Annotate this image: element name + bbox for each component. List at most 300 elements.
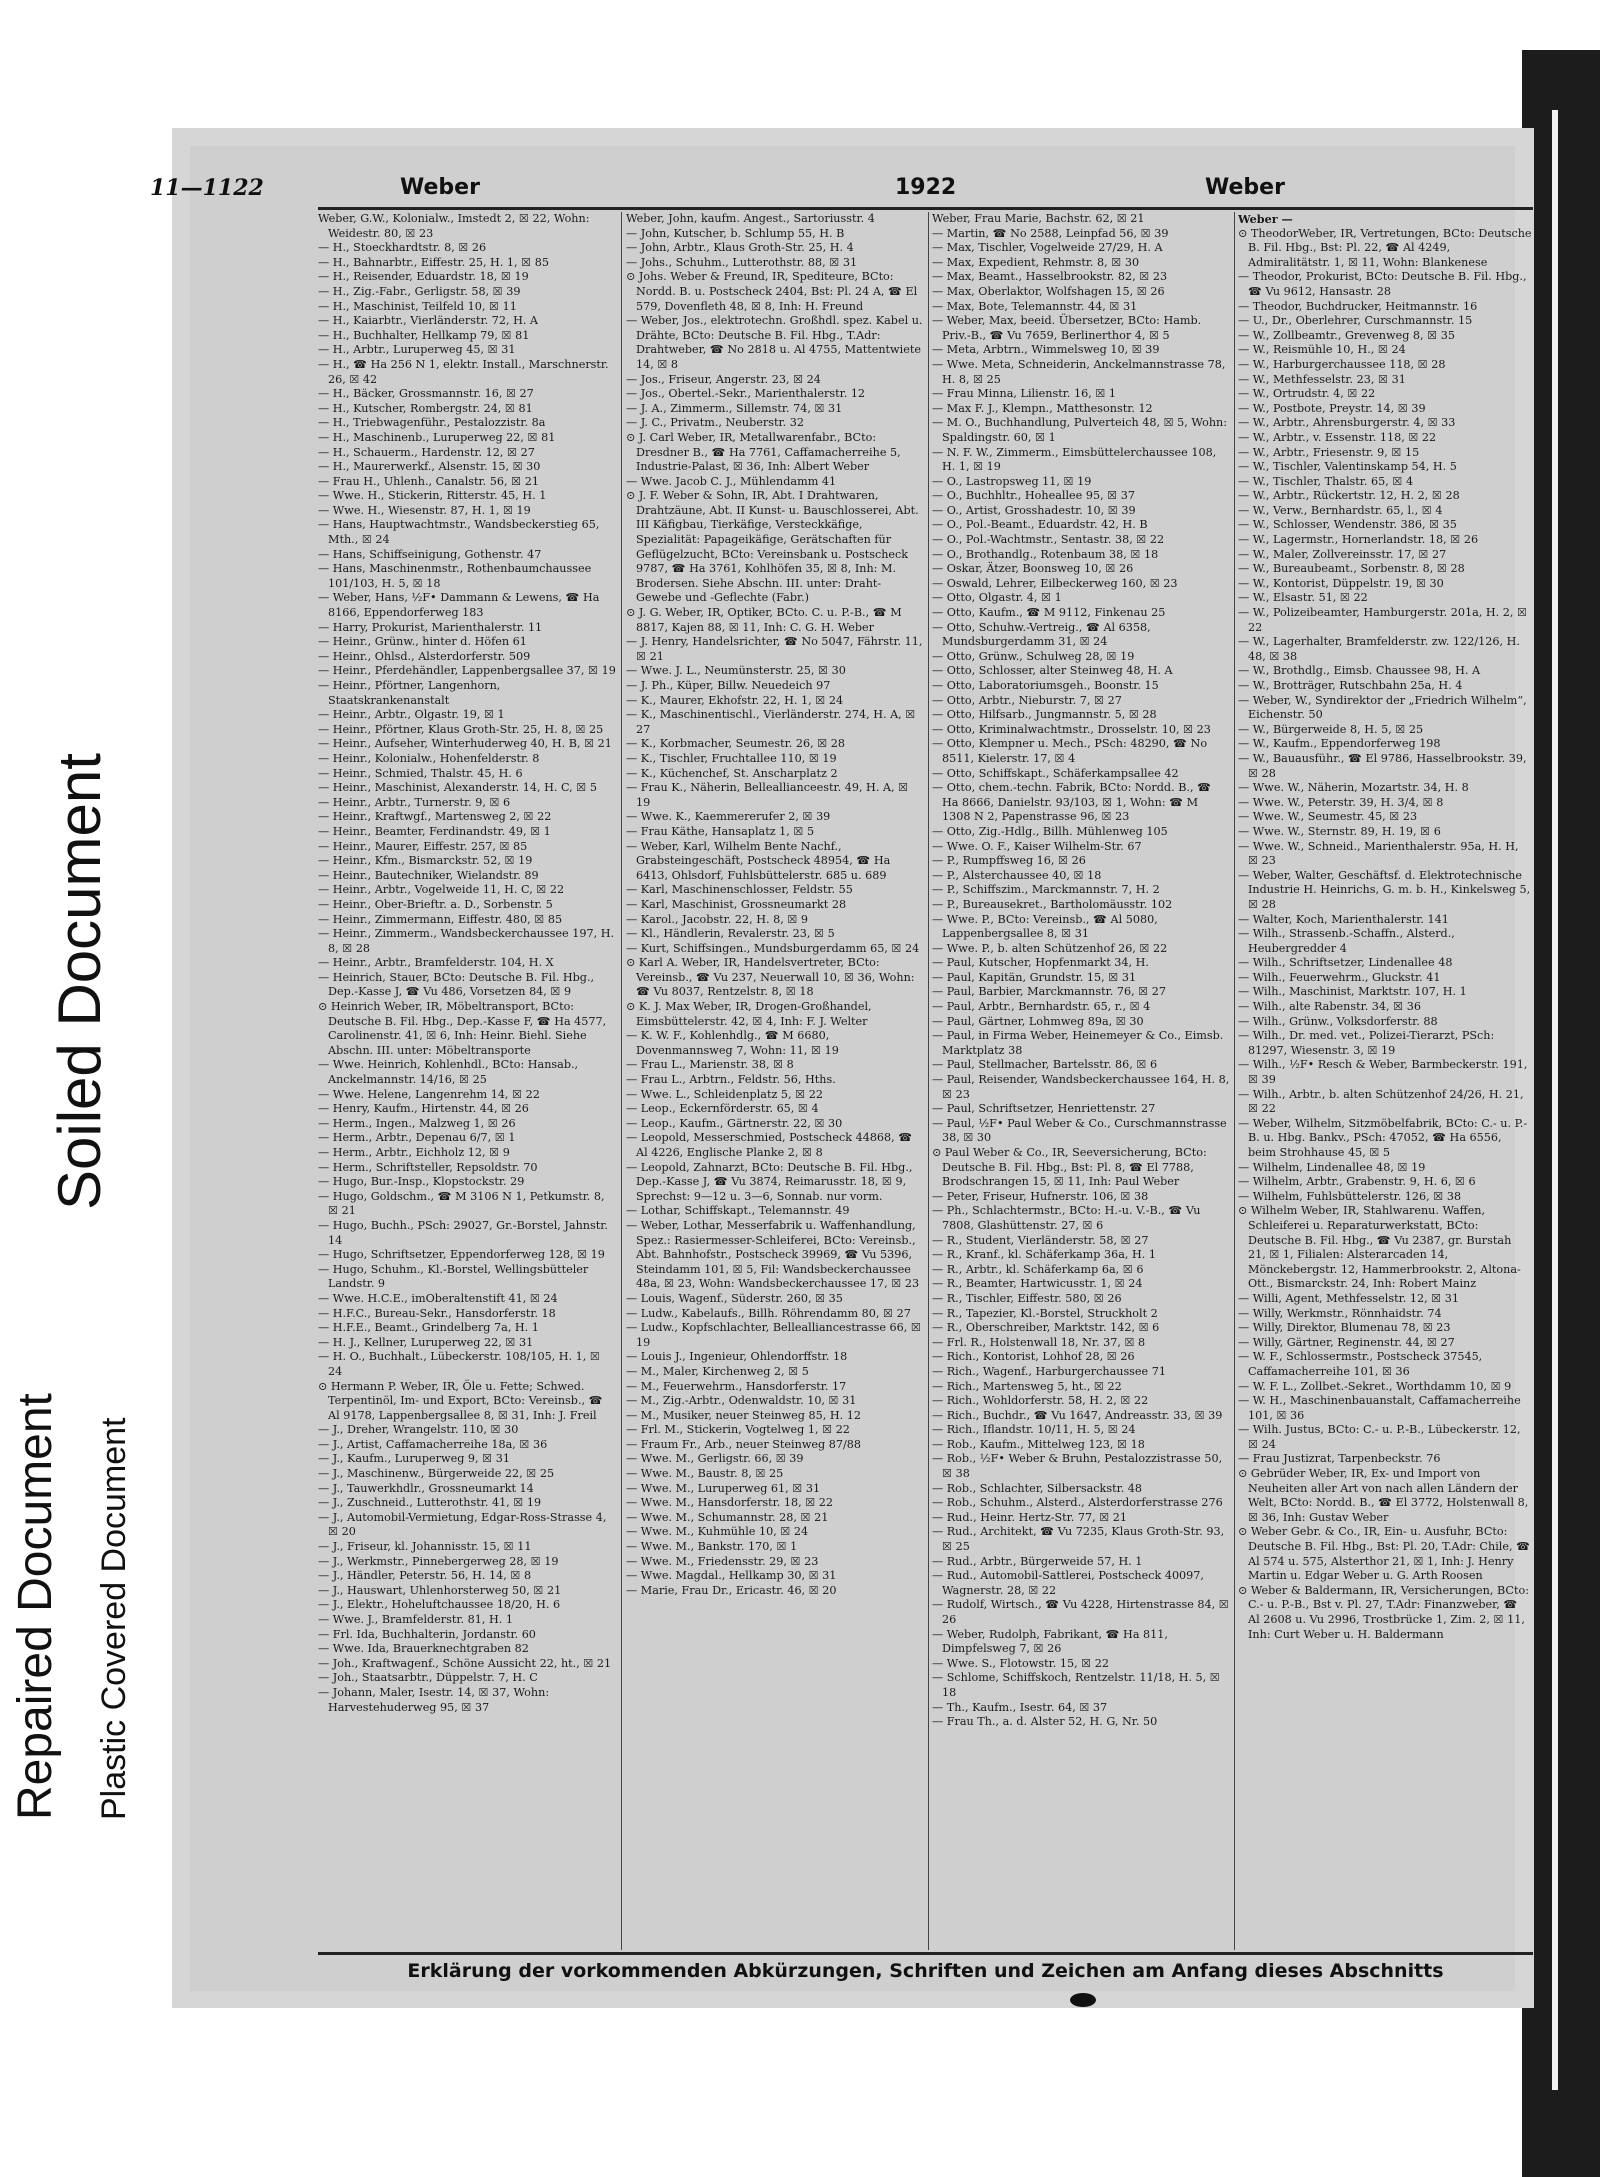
column-3: [932, 212, 1230, 1950]
directory-entry: — Frl. M., Stickerin, Vogtelweg 1, ☒ 22: [626, 1423, 850, 1437]
directory-entry: — W., Maler, Zollvereinsstr. 17, ☒ 27: [1238, 547, 1447, 561]
directory-entry: — Hans, Maschinenmstr., Rothenbaumchaussee 101/103, H. 5, ☒ 18: [318, 562, 592, 590]
directory-entry: — W., Brotträger, Rutschbahn 25a, H. 4: [1238, 679, 1463, 692]
directory-entry: — Wwe. S., Flotowstr. 15, ☒ 22: [932, 1656, 1110, 1670]
directory-entry: — Heinr., Pförtner, Klaus Groth-Str. 25, H. 8, ☒ 25: [318, 722, 604, 736]
directory-entry: — W., Verw., Bernhardstr. 65, l., ☒ 4: [1238, 503, 1443, 517]
directory-entry: — Wwe. Jacob C. J., Mühlendamm 41: [626, 474, 837, 488]
directory-entry: ⊙ Gebrüder Weber, IR, Ex- und Import von Neuheiten aller Art von nach allen Ländern der Welt, BCto: Nordd. B., ☎ El 3772, Holstenwall 8, ☒ 36, Inh: Gustav Weber: [1238, 1467, 1529, 1524]
directory-entry: — K., Küchenchef, St. Anscharplatz 2: [626, 766, 838, 780]
directory-entry: — H.F.E., Beamt., Grindelberg 7a, H. 1: [318, 1321, 539, 1335]
directory-entry: — M., Musiker, neuer Steinweg 85, H. 12: [626, 1408, 861, 1422]
directory-entry: — J. Henry, Handelsrichter, ☎ No 5047, Fährstr. 11, ☒ 21: [626, 635, 923, 663]
directory-entry: — Hugo, Bur.-Insp., Klopstockstr. 29: [318, 1175, 525, 1189]
directory-entry: — Willy, Direktor, Blumenau 78, ☒ 23: [1238, 1321, 1451, 1335]
directory-entry: — Herm., Ingen., Malzweg 1, ☒ 26: [318, 1116, 516, 1130]
directory-entry: — Paul, Kapitän, Grundstr. 15, ☒ 31: [932, 970, 1137, 984]
directory-entry: — Weber, Max, beeid. Übersetzer, BCto: Hamb. Priv.-B., ☎ Vu 7659, Berlinerthor 4, ☒ 5: [932, 314, 1202, 342]
directory-entry: — Frau L., Arbtrn., Feldstr. 56, Hths.: [626, 1073, 836, 1087]
directory-entry: — P., Alsterchaussee 40, ☒ 18: [932, 868, 1102, 882]
directory-entry: — Herm., Arbtr., Eichholz 12, ☒ 9: [318, 1146, 510, 1159]
directory-entry: — Otto, Kaufm., ☎ M 9112, Finkenau 25: [932, 606, 1166, 620]
directory-entry: — Weber, Walter, Geschäftsf. d. Elektrotechnische Industrie H. Heinrichs, G. m. b. H., Kinkelsweg 5, ☒ 28: [1238, 868, 1531, 911]
directory-entry: — Meta, Arbtrn., Wimmelsweg 10, ☒ 39: [932, 343, 1160, 357]
directory-entry: — Weber, Wilhelm, Sitzmöbelfabrik, BCto: C.- u. P.-B. u. Hbg. Bankv., PSch: 47052, ☎ Ha 6556, beim Strohhause 45, ☒ 5: [1238, 1116, 1528, 1159]
directory-entry: — Paul, Schriftsetzer, Henriettenstr. 27: [932, 1102, 1156, 1116]
directory-entry: — Wwe. W., Schneid., Marienthalerstr. 95a, H. H, ☒ 23: [1238, 839, 1519, 868]
directory-entry: — Wwe. M., Bankstr. 170, ☒ 1: [626, 1540, 798, 1554]
column-divider: [621, 212, 622, 1950]
directory-entry: — Wilh., ½F• Resch & Weber, Barmbeckerstr. 191, ☒ 39: [1238, 1058, 1528, 1087]
directory-entry: — John, Arbtr., Klaus Groth-Str. 25, H. 4: [626, 241, 854, 255]
directory-entry: — Heinr., Pförtner, Langenhorn, Staatskrankenanstalt: [318, 679, 501, 707]
directory-entry: — Paul, ½F• Paul Weber & Co., Curschmannstrasse 38, ☒ 30: [932, 1116, 1227, 1145]
directory-entry: — Rob., ½F• Weber & Bruhn, Pestalozzistrasse 50, ☒ 38: [932, 1452, 1223, 1481]
directory-entry: — Otto, Schiffskapt., Schäferkampsallee 42: [932, 766, 1179, 780]
soiled-label: Soiled Document: [46, 753, 113, 1210]
directory-entry: — R., Oberschreiber, Marktstr. 142, ☒ 6: [932, 1321, 1160, 1335]
directory-entry: — Wwe. M., Baustr. 8, ☒ 25: [626, 1467, 784, 1481]
directory-entry: — Rob., Schuhm., Alsterd., Alsterdorferstrasse 276: [932, 1496, 1223, 1510]
directory-entry: ⊙ Wilhelm Weber, IR, Stahlwarenu. Waffen, Schleiferei u. Reparaturwerkstatt, BCto: Deutsche B. Fil. Hbg., ☎ Vu 2387, gr. Burstah 21, ☒ 1, Filialen: Alsterarcaden 14, Mönckebergstr. 12, Hammerbrookstr. 2, Altona-Ott., Bismarckstr. 24, Inh: Robert Mainz: [1238, 1204, 1521, 1291]
directory-entry: — R., Tapezier, Kl.-Borstel, Struckholt 2: [932, 1306, 1158, 1320]
directory-entry: — Heinr., Maschinist, Alexanderstr. 14, H. C, ☒ 5: [318, 781, 597, 795]
directory-entry: — W., Lagerhalter, Bramfelderstr. zw. 122/126, H. 48, ☒ 38: [1238, 635, 1520, 663]
directory-entry: — H., Reisender, Eduardstr. 18, ☒ 19: [318, 270, 529, 284]
directory-entry: — H., Bahnarbtr., Eiffestr. 25, H. 1, ☒ 85: [318, 255, 549, 269]
directory-entry: — Herm., Arbtr., Depenau 6/7, ☒ 1: [318, 1131, 516, 1145]
directory-entry: — J., Werkmstr., Pinnebergerweg 28, ☒ 19: [318, 1554, 559, 1568]
directory-entry: — P., Schiffszim., Marckmannstr. 7, H. 2: [932, 883, 1160, 897]
directory-entry: — H.F.C., Bureau-Sekr., Hansdorferstr. 18: [318, 1306, 556, 1320]
directory-entry: — Heinr., Kfm., Bismarckstr. 52, ☒ 19: [318, 854, 533, 868]
directory-entry: — W., Lagermstr., Hornerlandstr. 18, ☒ 26: [1238, 533, 1479, 547]
directory-entry: — W., Bürgerweide 8, H. 5, ☒ 25: [1238, 722, 1424, 736]
directory-entry: — Otto, Olgastr. 4, ☒ 1: [932, 591, 1062, 605]
directory-entry: — Karl, Maschinenschlosser, Feldstr. 55: [626, 883, 853, 897]
directory-entry: — Willy, Gärtner, Reginenstr. 44, ☒ 27: [1238, 1335, 1455, 1349]
directory-entry: — Rud., Automobil-Sattlerei, Postscheck 40097, Wagnerstr. 28, ☒ 22: [932, 1569, 1204, 1597]
directory-entry: — Wilh., Dr. med. vet., Polizei-Tierarzt, PSch: 81297, Wiesenstr. 3, ☒ 19: [1238, 1029, 1495, 1057]
footer-rule: [318, 1952, 1533, 1955]
directory-entry: — Wwe. J. L., Neumünsterstr. 25, ☒ 30: [626, 664, 846, 678]
directory-entry: — W., Arbtr., Rückertstr. 12, H. 2, ☒ 28: [1238, 489, 1460, 503]
directory-entry: — H., Stoeckhardtstr. 8, ☒ 26: [318, 241, 487, 255]
directory-entry: — Heinr., Arbtr., Vogelweide 11, H. C, ☒ 22: [318, 883, 565, 897]
directory-entry: — W., Kontorist, Düppelstr. 19, ☒ 30: [1238, 576, 1444, 590]
directory-entry: — Max, Bote, Telemannstr. 44, ☒ 31: [932, 299, 1138, 313]
directory-entry: — W. F., Schlossermstr., Postscheck 37545, Caffamacherreihe 101, ☒ 36: [1238, 1350, 1483, 1378]
directory-entry: — Ludw., Kopfschlachter, Bellealliancestrasse 66, ☒ 19: [626, 1321, 921, 1349]
directory-entry: — Karol., Jacobstr. 22, H. 8, ☒ 9: [626, 912, 809, 926]
directory-entry: — J. A., Zimmerm., Sillemstr. 74, ☒ 31: [626, 401, 843, 415]
directory-entry: — Max F. J., Klempn., Matthesonstr. 12: [932, 401, 1153, 415]
directory-entry: — Rob., Schlachter, Silbersackstr. 48: [932, 1481, 1143, 1495]
directory-entry: — W., Arbtr., Ahrensburgerstr. 4, ☒ 33: [1238, 416, 1456, 430]
directory-entry: — Heinr., Arbtr., Turnerstr. 9, ☒ 6: [318, 795, 511, 809]
directory-entry: — Otto, Laboratoriumsgeh., Boonstr. 15: [932, 679, 1159, 692]
directory-entry: ⊙ J. Carl Weber, IR, Metallwarenfabr., BCto: Dresdner B., ☎ Ha 7761, Caffamacherreihe 5, Industrie-Palast, ☒ 36, Inh: Albert Weber: [626, 430, 901, 474]
directory-entry: — Wilh., Feuerwehrm., Gluckstr. 41: [1238, 970, 1441, 984]
directory-entry: — Karl, Maschinist, Grossneumarkt 28: [626, 897, 847, 911]
directory-entry: — J. C., Privatm., Neuberstr. 32: [626, 416, 804, 430]
side-labels: [0, 0, 170, 2177]
directory-entry: — Otto, Schuhw.-Vertreig., ☎ Al 6358, Mundsburgerdamm 31, ☒ 24: [932, 620, 1151, 649]
directory-entry: — O., Buchhltr., Hoheallee 95, ☒ 37: [932, 489, 1136, 503]
directory-entry: — Wwe. Ida, Brauerknechtgraben 82: [318, 1642, 529, 1656]
directory-entry: — Heinr., Aufseher, Winterhuderweg 40, H. B, ☒ 21: [318, 737, 612, 751]
ink-blot: [1070, 1993, 1096, 2007]
directory-entry: — W. F. L., Zollbet.-Sekret., Worthdamm 10, ☒ 9: [1238, 1379, 1512, 1393]
directory-entry: — Rich., Iflandstr. 10/11, H. 5, ☒ 24: [932, 1423, 1136, 1437]
directory-entry: — Lothar, Schiffskapt., Telemannstr. 49: [626, 1204, 850, 1218]
directory-entry: — Wwe. L., Schleidenplatz 5, ☒ 22: [626, 1087, 823, 1101]
directory-entry: — J., Dreher, Wrangelstr. 110, ☒ 30: [318, 1423, 519, 1437]
directory-entry: — R., Tischler, Eiffestr. 580, ☒ 26: [932, 1291, 1122, 1305]
directory-entry: ⊙ Paul Weber & Co., IR, Seeversicherung, BCto: Deutsche B. Fil. Hbg., Bst: Pl. 8, ☎ El 7788, Brodschrangen 15, ☒ 11, Inh: Paul Weber: [932, 1146, 1207, 1189]
adjacent-page-edge: [1552, 110, 1558, 2090]
directory-entry: — J., Artist, Caffamacherreihe 18a, ☒ 36: [318, 1437, 548, 1451]
directory-entry: — Rich., Wagenf., Harburgerchaussee 71: [932, 1364, 1166, 1378]
directory-entry: — John, Kutscher, b. Schlump 55, H. B: [626, 226, 845, 240]
directory-entry: — Wwe. H., Stickerin, Ritterstr. 45, H. 1: [318, 489, 547, 503]
directory-entry: — H. O., Buchhalt., Lübeckerstr. 108/105, H. 1, ☒ 24: [318, 1350, 600, 1378]
directory-entry: — Otto, Grünw., Schulweg 28, ☒ 19: [932, 649, 1135, 663]
directory-entry: — H., Buchhalter, Hellkamp 79, ☒ 81: [318, 328, 530, 342]
directory-entry: — Leop., Eckernförderstr. 65, ☒ 4: [626, 1102, 819, 1116]
directory-entry: — Wwe. W., Sternstr. 89, H. 19, ☒ 6: [1238, 824, 1441, 838]
directory-entry: — Rich., Kontorist, Lohhof 28, ☒ 26: [932, 1350, 1135, 1364]
directory-entry: — Wwe. W., Seumestr. 45, ☒ 23: [1238, 810, 1418, 824]
directory-entry: ⊙ Karl A. Weber, IR, Handelsvertreter, BCto: Vereinsb., ☎ Vu 237, Neuerwall 10, ☒ 36, Wohn: ☎ Vu 8037, Rentzelstr. 8, ☒ 18: [626, 956, 915, 999]
directory-entry: — M., Maler, Kirchenweg 2, ☒ 5: [626, 1364, 809, 1378]
directory-entry: — W., Kaufm., Eppendorferweg 198: [1238, 737, 1441, 751]
directory-entry: — Frl. R., Holstenwall 18, Nr. 37, ☒ 8: [932, 1335, 1146, 1349]
directory-entry: — Johs., Schuhm., Lutterothstr. 88, ☒ 31: [626, 255, 858, 269]
directory-entry: — K., Maurer, Ekhofstr. 22, H. 1, ☒ 24: [626, 693, 844, 707]
directory-entry: — W., Zollbeamtr., Grevenweg 8, ☒ 35: [1238, 328, 1455, 342]
directory-entry: — Heinr., Bautechniker, Wielandstr. 89: [318, 868, 539, 882]
directory-entry: — W., Reismühle 10, H., ☒ 24: [1238, 343, 1406, 357]
directory-entry: — R., Kranf., kl. Schäferkamp 36a, H. 1: [932, 1248, 1156, 1262]
directory-entry: — Wwe. Helene, Langenrehm 14, ☒ 22: [318, 1087, 540, 1101]
directory-entry: — Oskar, Ätzer, Boonsweg 10, ☒ 26: [932, 562, 1134, 576]
directory-entry: ⊙ Weber & Baldermann, IR, Versicherungen, BCto: C.- u. P.-B., Bst v. Pl. 27, T.Adr: Finanzweber, ☎ Al 2608 u. Vu 2996, Trostbrücke 1, Zim. 2, ☒ 11, Inh: Curt Weber u. H. Baldermann: [1238, 1583, 1529, 1641]
directory-entry: — Wwe. J., Bramfelderstr. 81, H. 1: [318, 1613, 513, 1626]
directory-entry: — Heinrich, Stauer, BCto: Deutsche B. Fil. Hbg., Dep.-Kasse J, ☎ Vu 486, Vorsetzen 84, ☒ 9: [318, 970, 595, 999]
directory-entry: — H., Zig.-Fabr., Gerligstr. 58, ☒ 39: [318, 284, 521, 298]
directory-entry: — R., Arbtr., kl. Schäferkamp 6a, ☒ 6: [932, 1262, 1144, 1276]
directory-entry: ⊙ Hermann P. Weber, IR, Öle u. Fette; Schwed. Terpentinöl, Im- und Export, BCto: Vereinsb., ☎ Al 9178, Lappenbergsallee 8, ☒ 31, Inh: J. Freil: [318, 1379, 603, 1422]
directory-entry: — Otto, Kriminalwachtmstr., Drosselstr. 10, ☒ 23: [932, 722, 1211, 736]
directory-entry: — Wwe. M., Hansdorferstr. 18, ☒ 22: [626, 1496, 834, 1510]
directory-entry: — Paul, Gärtner, Lohmweg 89a, ☒ 30: [932, 1014, 1144, 1028]
directory-entry: — Leopold, Zahnarzt, BCto: Deutsche B. Fil. Hbg., Dep.-Kasse J, ☎ Vu 3874, Reimarusstr. 18, ☒ 9, Sprechst: 9—12 u. 3—6, Sonnab. nur vorm.: [626, 1160, 913, 1203]
directory-entry: — Herm., Schriftsteller, Repsoldstr. 70: [318, 1160, 538, 1174]
directory-entry: — Wwe. M., Kuhmühle 10, ☒ 24: [626, 1525, 809, 1539]
directory-entry: — Theodor, Buchdrucker, Heitmannstr. 16: [1238, 299, 1478, 313]
directory-entry: — K., Tischler, Fruchtallee 110, ☒ 19: [626, 751, 837, 765]
directory-entry: — J., Friseur, kl. Johannisstr. 15, ☒ 11: [318, 1540, 532, 1554]
column-1: [318, 212, 616, 1950]
directory-entry: — Leop., Kaufm., Gärtnerstr. 22, ☒ 30: [626, 1116, 843, 1130]
directory-entry: — W., Ortrudstr. 4, ☒ 22: [1238, 387, 1376, 401]
directory-entry: — Paul, Barbier, Marckmannstr. 76, ☒ 27: [932, 985, 1167, 999]
running-head-left: Weber: [400, 175, 480, 200]
directory-entry: — Rudolf, Wirtsch., ☎ Vu 4228, Hirtenstrasse 84, ☒ 26: [932, 1598, 1229, 1626]
directory-entry: — Weber, Karl, Wilhelm Bente Nachf., Grabsteingeschäft, Postscheck 48954, ☎ Ha 6413, Ohlsdorf, Fuhlsbüttelerstr. 685 u. 689: [626, 839, 891, 882]
directory-entry: — Kl., Händlerin, Revalerstr. 23, ☒ 5: [626, 927, 835, 941]
directory-entry: — Wwe. W., Näherin, Mozartstr. 34, H. 8: [1238, 781, 1469, 795]
directory-entry: — H., ☎ Ha 256 N 1, elektr. Install., Marschnerstr. 26, ☒ 42: [318, 357, 609, 386]
directory-entry: — Th., Kaufm., Isestr. 64, ☒ 37: [932, 1700, 1108, 1714]
directory-entry: — Heinr., Maurer, Eiffestr. 257, ☒ 85: [318, 839, 528, 853]
directory-entry: — Heinr., Ober-Brieftr. a. D., Sorbenstr. 5: [318, 897, 553, 911]
directory-entry: — W., Bauausführ., ☎ El 9786, Hasselbrookstr. 39, ☒ 28: [1238, 751, 1527, 780]
directory-entry: — Heinr., Ohlsd., Alsterdorferstr. 509: [318, 649, 531, 663]
directory-entry: — Wilhelm, Lindenallee 48, ☒ 19: [1238, 1160, 1426, 1174]
directory-entry: — Hugo, Buchh., PSch: 29027, Gr.-Borstel, Jahnstr. 14: [318, 1218, 608, 1247]
directory-entry: — W., Elsastr. 51, ☒ 22: [1238, 591, 1368, 605]
directory-entry: — Wwe. Magdal., Hellkamp 30, ☒ 31: [626, 1569, 837, 1583]
directory-entry: — Frl. Ida, Buchhalterin, Jordanstr. 60: [318, 1627, 536, 1641]
directory-entry: — Hans, Hauptwachtmstr., Wandsbeckerstieg 65, Mth., ☒ 24: [318, 518, 600, 547]
directory-entry: — Ludw., Kabelaufs., Billh. Röhrendamm 80, ☒ 27: [626, 1306, 911, 1320]
directory-entry: — K., Maschinentischl., Vierländerstr. 274, H. A, ☒ 27: [626, 708, 916, 736]
directory-entry: — J., Elektr., Hoheluftchaussee 18/20, H. 6: [318, 1598, 561, 1612]
directory-entry: — Rob., Kaufm., Mittelweg 123, ☒ 18: [932, 1437, 1145, 1451]
directory-entry: — Jos., Friseur, Angerstr. 23, ☒ 24: [626, 372, 821, 386]
directory-entry: — Martin, ☎ No 2588, Leinpfad 56, ☒ 39: [932, 226, 1169, 240]
directory-entry: — W., Schlosser, Wendenstr. 386, ☒ 35: [1238, 518, 1457, 532]
directory-entry: — Wilh., alte Rabenstr. 34, ☒ 36: [1238, 1000, 1421, 1014]
directory-entry: — Heinr., Kraftwgf., Martensweg 2, ☒ 22: [318, 810, 552, 824]
directory-entry: — H., Maschinenb., Luruperweg 22, ☒ 81: [318, 430, 556, 444]
directory-entry: — Wilh., Arbtr., b. alten Schützenhof 24/26, H. 21, ☒ 22: [1238, 1087, 1524, 1116]
directory-entry: — Heinr., Beamter, Ferdinandstr. 49, ☒ 1: [318, 824, 551, 838]
directory-entry: — K., Korbmacher, Seumestr. 26, ☒ 28: [626, 737, 846, 751]
directory-entry: — Rich., Buchdr., ☎ Vu 1647, Andreasstr. 33, ☒ 39: [932, 1408, 1223, 1422]
directory-entry: — Wilh. Justus, BCto: C.- u. P.-B., Lübeckerstr. 12, ☒ 24: [1238, 1423, 1521, 1451]
directory-entry: — Frau Käthe, Hansaplatz 1, ☒ 5: [626, 824, 815, 838]
directory-entry: — H. J., Kellner, Luruperweg 22, ☒ 31: [318, 1335, 534, 1349]
directory-entry: — W., Polizeibeamter, Hamburgerstr. 201a, H. 2, ☒ 22: [1238, 606, 1528, 634]
directory-entry: — J., Maschinenw., Bürgerweide 22, ☒ 25: [318, 1467, 555, 1481]
directory-entry: — Wwe. W., Peterstr. 39, H. 3/4, ☒ 8: [1238, 795, 1444, 809]
directory-entry: — Jos., Obertel.-Sekr., Marienthalerstr. 12: [626, 387, 866, 401]
directory-entry: — Weber, Hans, ½F• Dammann & Lewens, ☎ Ha 8166, Eppendorferweg 183: [318, 591, 600, 620]
directory-entry: — H., Schauerm., Hardenstr. 12, ☒ 27: [318, 445, 535, 459]
column-4: [1238, 212, 1532, 1950]
directory-entry: — Frau Justizrat, Tarpenbeckstr. 76: [1238, 1452, 1441, 1466]
directory-entry: — Weber, W., Syndirektor der „Friedrich Wilhelm“, Eichenstr. 50: [1238, 693, 1527, 722]
directory-entry: — W., Harburgerchaussee 118, ☒ 28: [1238, 357, 1446, 371]
directory-entry: — Joh., Kraftwagenf., Schöne Aussicht 22, ht., ☒ 21: [318, 1656, 612, 1670]
repaired-label: Repaired Document: [9, 1393, 62, 1820]
directory-entry: — M. O., Buchhandlung, Pulverteich 48, ☒ 5, Wohn: Spaldingstr. 60, ☒ 1: [932, 416, 1228, 444]
directory-entry: Weber, G.W., Kolonialw., Imstedt 2, ☒ 22, Wohn: Weidestr. 80, ☒ 23: [318, 212, 590, 240]
directory-entry: — Heinr., Pferdehändler, Lappenbergsallee 37, ☒ 19: [318, 664, 616, 678]
directory-entry: — J., Zuschneid., Lutterothstr. 41, ☒ 19: [318, 1496, 542, 1510]
directory-entry: — Wwe. P., BCto: Vereinsb., ☎ Al 5080, Lappenbergsallee 8, ☒ 31: [932, 912, 1158, 941]
directory-entry: — Wwe. M., Gerligstr. 66, ☒ 39: [626, 1452, 804, 1466]
directory-entry: — Otto, Klempner u. Mech., PSch: 48290, ☎ No 8511, Kielerstr. 17, ☒ 4: [932, 737, 1208, 765]
directory-entry: — U., Dr., Oberlehrer, Curschmannstr. 15: [1238, 314, 1473, 328]
directory-entry: — Kurt, Schiffsingen., Mundsburgerdamm 65, ☒ 24: [626, 941, 920, 955]
directory-entry: ⊙ Heinrich Weber, IR, Möbeltransport, BCto: Deutsche B. Fil. Hbg., Dep.-Kasse F, ☎ Ha 4577, Carolinenstr. 41, ☒ 6, Inh: Heinr. Biehl. Siehe Abschn. III. unter: Möbeltransporte: [318, 1000, 607, 1057]
directory-entry: — Weber, Lothar, Messerfabrik u. Waffenhandlung, Spez.: Rasiermesser-Schleiferei, BCto: Vereinsb., Abt. Bahnhofstr., Postscheck 39969, ☎ Vu 5396, Steindamm 101, ☒ 5, Fil: Wandsbeckerchaussee 48a, ☒ 23, Wohn: Wandsbeckerchaussee 17, ☒ 23: [626, 1218, 920, 1291]
directory-entry: — Paul, Stellmacher, Bartelsstr. 86, ☒ 6: [932, 1058, 1158, 1072]
directory-entry: — Heinr., Arbtr., Bramfelderstr. 104, H. X: [318, 956, 554, 970]
directory-entry: — Frau K., Näherin, Belleallianceestr. 49, H. A, ☒ 19: [626, 781, 909, 809]
directory-entry: — K. W. F., Kohlenhdlg., ☎ M 6680, Dovenmannsweg 7, Wohn: 11, ☒ 19: [626, 1029, 839, 1057]
directory-entry: — M., Feuerwehrm., Hansdorferstr. 17: [626, 1379, 847, 1393]
directory-entry: — W., Arbtr., Friesenstr. 9, ☒ 15: [1238, 445, 1420, 459]
directory-entry: ⊙ TheodorWeber, IR, Vertretungen, BCto: Deutsche B. Fil. Hbg., Bst: Pl. 22, ☎ Al 4249, Admiralitätstr. 1, ☒ 11, Wohn: Blankenese: [1238, 226, 1532, 269]
directory-entry: Weber, John, kaufm. Angest., Sartoriusstr. 4: [626, 212, 875, 225]
directory-entry: — W., Brothdlg., Eimsb. Chaussee 98, H. A: [1238, 664, 1481, 678]
directory-entry: — Wwe. K., Kaemmererufer 2, ☒ 39: [626, 810, 831, 824]
directory-entry: — Frau L., Marienstr. 38, ☒ 8: [626, 1058, 794, 1072]
directory-entry: — H., Maurerwerkf., Alsenstr. 15, ☒ 30: [318, 460, 541, 474]
directory-entry: — O., Pol.-Beamt., Eduardstr. 42, H. B: [932, 518, 1148, 532]
column-divider: [928, 212, 929, 1950]
directory-entry: — Max, Beamt., Hasselbrookstr. 82, ☒ 23: [932, 270, 1168, 284]
directory-entry: — Wwe. O. F., Kaiser Wilhelm-Str. 67: [932, 839, 1142, 853]
directory-entry: — Wilh., Strassenb.-Schaffn., Alsterd., Heubergredder 4: [1238, 927, 1455, 955]
directory-entry: — Wilhelm, Fuhlsbüttelerstr. 126, ☒ 38: [1238, 1189, 1462, 1203]
directory-entry: — Louis, Wagenf., Süderstr. 260, ☒ 35: [626, 1291, 843, 1305]
directory-entry: — Otto, Schlosser, alter Steinweg 48, H. A: [932, 664, 1173, 678]
directory-entry: — W., Tischler, Thalstr. 65, ☒ 4: [1238, 474, 1414, 488]
directory-entry: — Paul, Kutscher, Hopfenmarkt 34, H.: [932, 956, 1149, 970]
directory-entry: — J., Hauswart, Uhlenhorsterweg 50, ☒ 21: [318, 1583, 562, 1597]
directory-entry: — W., Methfesselstr. 23, ☒ 31: [1238, 372, 1406, 386]
directory-entry: — Frau Th., a. d. Alster 52, H. G, Nr. 50: [932, 1715, 1158, 1729]
directory-entry: — Marie, Frau Dr., Ericastr. 46, ☒ 20: [626, 1583, 837, 1597]
directory-entry: — Heinr., Zimmermann, Eiffestr. 480, ☒ 85: [318, 912, 563, 926]
directory-entry: — Weber, Jos., elektrotechn. Großhdl. spez. Kabel u. Drähte, BCto: Deutsche B. Fil. Hbg., T.Adr: Drahtweber, ☎ No 2818 u. Al 4755, Mattentwiete 14, ☒ 8: [626, 314, 923, 371]
header-rule: [318, 207, 1533, 210]
column-heading: Weber —: [1238, 212, 1293, 226]
directory-entry: — W. H., Maschinenbauanstalt, Caffamacherreihe 101, ☒ 36: [1238, 1394, 1521, 1422]
directory-entry: — O., Brothandlg., Rotenbaum 38, ☒ 18: [932, 547, 1159, 561]
directory-entry: — H., Arbtr., Luruperweg 45, ☒ 31: [318, 343, 516, 357]
directory-entry: — Weber, Rudolph, Fabrikant, ☎ Ha 811, Dimpfelsweg 7, ☒ 26: [932, 1627, 1168, 1656]
directory-entry: ⊙ Weber Gebr. & Co., IR, Ein- u. Ausfuhr, BCto: Deutsche B. Fil. Hbg., Bst: Pl. 20, T.Adr: Chile, ☎ Al 574 u. 575, Alsterthor 21, ☒ 1, Inh: J. Henry Martin u. Edgar Weber u. G. Arth Roosen: [1238, 1525, 1531, 1583]
directory-entry: — Theodor, Prokurist, BCto: Deutsche B. Fil. Hbg., ☎ Vu 9612, Hansastr. 28: [1238, 270, 1527, 298]
year: 1922: [895, 175, 957, 200]
directory-entry: — J., Händler, Peterstr. 56, H. 14, ☒ 8: [318, 1569, 532, 1583]
directory-entry: — Wilh., Maschinist, Marktstr. 107, H. 1: [1238, 985, 1467, 999]
directory-entry: — Max, Expedient, Rehmstr. 8, ☒ 30: [932, 255, 1140, 269]
directory-entry: — Rud., Architekt, ☎ Vu 7235, Klaus Groth-Str. 93, ☒ 25: [932, 1525, 1225, 1554]
directory-entry: — Wwe. M., Friedensstr. 29, ☒ 23: [626, 1554, 819, 1568]
directory-entry: — Rud., Heinr. Hertz-Str. 77, ☒ 21: [932, 1510, 1128, 1524]
directory-entry: — Paul, Arbtr., Bernhardstr. 65, r., ☒ 4: [932, 1000, 1151, 1014]
directory-entry: — J., Kaufm., Luruperweg 9, ☒ 31: [318, 1452, 510, 1466]
directory-entry: — Wwe. P., b. alten Schützenhof 26, ☒ 22: [932, 941, 1168, 955]
directory-entry: — Louis J., Ingenieur, Ohlendorffstr. 18: [626, 1350, 848, 1364]
directory-entry: — Joh., Staatsarbtr., Düppelstr. 7, H. C: [318, 1671, 538, 1685]
directory-entry: — O., Artist, Grosshadestr. 10, ☒ 39: [932, 503, 1136, 517]
directory-entry: — Wilh., Grünw., Volksdorferstr. 88: [1238, 1014, 1438, 1028]
directory-entry: — Frau H., Uhlenh., Canalstr. 56, ☒ 21: [318, 474, 539, 488]
directory-entry: — Rich., Wohldorferstr. 58, H. 2, ☒ 22: [932, 1394, 1149, 1408]
directory-entry: — W., Postbote, Preystr. 14, ☒ 39: [1238, 401, 1426, 415]
directory-entry: — Oswald, Lehrer, Eilbeckerweg 160, ☒ 23: [932, 576, 1178, 590]
directory-entry: — R., Student, Vierländerstr. 58, ☒ 27: [932, 1233, 1149, 1247]
directory-entry: — Wilhelm, Arbtr., Grabenstr. 9, H. 6, ☒ 6: [1238, 1175, 1476, 1189]
directory-entry: — H., Maschinist, Teilfeld 10, ☒ 11: [318, 299, 517, 313]
directory-entry: — W., Tischler, Valentinskamp 54, H. 5: [1238, 460, 1457, 474]
directory-entry: — Schlome, Schiffskoch, Rentzelstr. 11/18, H. 5, ☒ 18: [932, 1671, 1220, 1699]
directory-entry: — M., Zig.-Arbtr., Odenwaldstr. 10, ☒ 31: [626, 1394, 857, 1408]
directory-entry: — Wwe. Meta, Schneiderin, Anckelmannstrasse 78, H. 8, ☒ 25: [932, 357, 1226, 386]
directory-entry: — Fraum Fr., Arb., neuer Steinweg 87/88: [626, 1437, 861, 1451]
directory-entry: — Max, Oberlaktor, Wolfshagen 15, ☒ 26: [932, 284, 1165, 298]
plastic-label: Plastic Covered Document: [95, 1417, 133, 1820]
directory-entry: ⊙ Johs. Weber & Freund, IR, Spediteure, BCto: Nordd. B. u. Postscheck 2404, Bst: Pl. 24 A, ☎ El 579, Dovenfleth 48, ☒ 8, Inh: H. Freund: [626, 270, 918, 313]
column-divider: [1234, 212, 1235, 1950]
directory-entry: — Hugo, Schriftsetzer, Eppendorferweg 128, ☒ 19: [318, 1248, 605, 1262]
directory-entry: — R., Beamter, Hartwicusstr. 1, ☒ 24: [932, 1277, 1143, 1291]
directory-entry: — Wwe. H., Wiesenstr. 87, H. 1, ☒ 19: [318, 503, 531, 517]
directory-entry: — Harry, Prokurist, Marienthalerstr. 11: [318, 620, 543, 634]
directory-entry: — Peter, Friseur, Hufnerstr. 106, ☒ 38: [932, 1189, 1149, 1203]
directory-entry: — Henry, Kaufm., Hirtenstr. 44, ☒ 26: [318, 1102, 529, 1116]
directory-entry: — Paul, in Firma Weber, Heinemeyer & Co., Eimsb. Marktplatz 38: [932, 1029, 1224, 1057]
directory-entry: — N. F. W., Zimmerm., Eimsbüttelerchaussee 108, H. 1, ☒ 19: [932, 445, 1217, 474]
directory-entry: Weber, Frau Marie, Bachstr. 62, ☒ 21: [932, 212, 1145, 225]
directory-entry: — Wwe. H.C.E., imOberaltenstift 41, ☒ 24: [318, 1291, 558, 1305]
directory-entry: — W., Bureaubeamt., Sorbenstr. 8, ☒ 28: [1238, 562, 1465, 576]
directory-entry: — Wwe. Heinrich, Kohlenhdl., BCto: Hansab., Anckelmannstr. 14/16, ☒ 25: [318, 1058, 579, 1087]
directory-entry: — Heinr., Kolonialw., Hohenfelderstr. 8: [318, 751, 540, 765]
directory-entry: — Max, Tischler, Vogelweide 27/29, H. A: [932, 241, 1163, 255]
directory-entry: — Heinr., Schmied, Thalstr. 45, H. 6: [318, 766, 523, 780]
directory-entry: — P., Bureausekret., Bartholomäusstr. 102: [932, 897, 1173, 911]
directory-entry: — W., Arbtr., v. Essenstr. 118, ☒ 22: [1238, 430, 1437, 444]
directory-entry: — Johann, Maler, Isestr. 14, ☒ 37, Wohn: Harvestehuderweg 95, ☒ 37: [318, 1685, 550, 1714]
directory-entry: — Heinr., Arbtr., Olgastr. 19, ☒ 1: [318, 708, 505, 722]
directory-entry: — Hans, Schiffseinigung, Gothenstr. 47: [318, 547, 542, 561]
directory-entry: — Willy, Werkmstr., Rönnhaidstr. 74: [1238, 1306, 1442, 1320]
directory-entry: — H., Bäcker, Grossmannstr. 16, ☒ 27: [318, 387, 534, 401]
directory-entry: — O., Lastropsweg 11, ☒ 19: [932, 474, 1092, 488]
directory-columns: [318, 212, 1533, 1950]
directory-entry: — Otto, Zig.-Hdlg., Billh. Mühlenweg 105: [932, 824, 1168, 838]
directory-entry: — Paul, Reisender, Wandsbeckerchaussee 164, H. 8, ☒ 23: [932, 1073, 1230, 1101]
directory-entry: — Otto, chem.-techn. Fabrik, BCto: Nordd. B., ☎ Ha 8666, Danielstr. 93/103, ☒ 1, Wohn: ☎ M 1308 N 2, Papenstrasse 96, ☒ 23: [932, 781, 1212, 824]
page-number: 11—1122: [150, 175, 264, 201]
column-2: [626, 212, 924, 1950]
directory-entry: ⊙ K. J. Max Weber, IR, Drogen-Großhandel, Eimsbüttelerstr. 42, ☒ 4, Inh: F. J. Welter: [626, 1000, 872, 1028]
directory-entry: — H., Triebwagenführ., Pestalozzistr. 8a: [318, 416, 546, 430]
directory-entry: — Wwe. M., Luruperweg 61, ☒ 31: [626, 1481, 821, 1495]
directory-entry: — Otto, Arbtr., Nieburstr. 7, ☒ 27: [932, 693, 1122, 707]
directory-entry: ⊙ J. F. Weber & Sohn, IR, Abt. I Drahtwaren, Drahtzäune, Abt. II Kunst- u. Bauschlosserei, Abt. III Käfigbau, Tierkäfige, Versteckkäfige, Spezialität: Papageikäfige, Gerätschaften für Geflügelzucht, BCto: Vereinsbank u. Postscheck 9787, ☎ Ha 3761, Kohlhöfen 35, ☒ 8, Inh: M. Brodersen. Siehe Abschn. III. unter: Draht-Gewebe und -Geflechte (Fabr.): [626, 489, 919, 605]
directory-entry: — Rud., Arbtr., Bürgerweide 57, H. 1: [932, 1554, 1143, 1568]
directory-entry: — Willi, Agent, Methfesselstr. 12, ☒ 31: [1238, 1291, 1460, 1305]
directory-entry: ⊙ J. G. Weber, IR, Optiker, BCto. C. u. P.-B., ☎ M 8817, Kajen 88, ☒ 11, Inh: C. G. H. Weber: [626, 606, 902, 634]
directory-entry: — Hugo, Goldschm., ☎ M 3106 N 1, Petkumstr. 8, ☒ 21: [318, 1189, 605, 1218]
directory-entry: — J., Tauwerkhdlr., Grossneumarkt 14: [318, 1481, 534, 1495]
directory-entry: — Ph., Schlachtermstr., BCto: H.-u. V.-B., ☎ Vu 7808, Glashüttenstr. 27, ☒ 6: [932, 1204, 1201, 1232]
running-head-right: Weber: [1205, 175, 1285, 200]
directory-entry: — Frau Minna, Lilienstr. 16, ☒ 1: [932, 387, 1117, 401]
directory-entry: — Walter, Koch, Marienthalerstr. 141: [1238, 912, 1449, 926]
